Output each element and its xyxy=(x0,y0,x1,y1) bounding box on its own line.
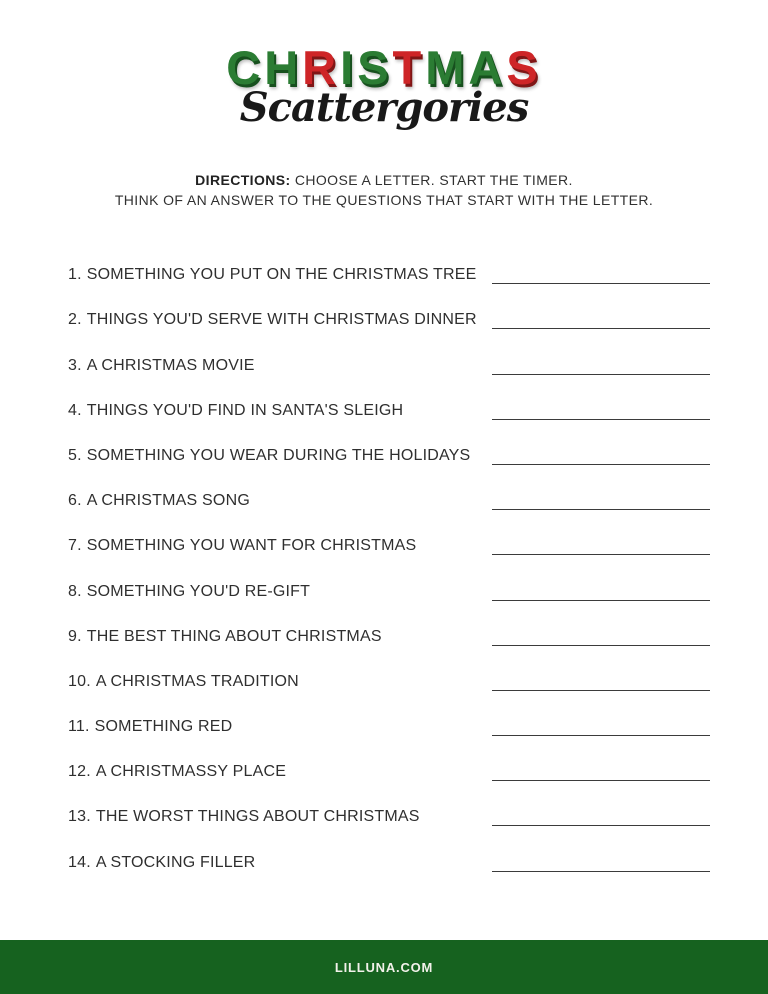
page-subtitle: Scattergories xyxy=(239,84,529,131)
question-row xyxy=(68,567,710,612)
question-label: SOMETHING YOU'D RE-GIFT xyxy=(86,582,311,600)
question-row xyxy=(68,703,710,748)
title-letter: H xyxy=(264,41,303,94)
directions xyxy=(0,170,768,210)
question-text xyxy=(68,673,299,691)
question-label: SOMETHING YOU PUT ON THE CHRISTMAS TREE xyxy=(86,266,477,284)
answer-blank-line xyxy=(492,780,710,781)
question-text xyxy=(68,357,255,375)
question-number: 4. xyxy=(68,401,82,419)
footer-bar xyxy=(0,940,768,994)
question-list xyxy=(68,251,710,884)
title-letter: S xyxy=(357,41,393,94)
question-text xyxy=(68,808,420,826)
question-row xyxy=(68,251,710,296)
answer-blank-line xyxy=(492,871,710,872)
answer-blank-line xyxy=(492,735,710,736)
directions-line2: THINK OF AN ANSWER TO THE QUESTIONS THAT START WITH THE LETTER. xyxy=(114,192,654,208)
question-label: THE WORST THINGS ABOUT CHRISTMAS xyxy=(95,808,420,826)
question-row xyxy=(68,793,710,838)
answer-blank-line xyxy=(492,690,710,691)
answer-blank-line xyxy=(492,645,710,646)
question-label: SOMETHING YOU WEAR DURING THE HOLIDAYS xyxy=(86,446,471,464)
question-label: THE BEST THING ABOUT CHRISTMAS xyxy=(86,627,382,645)
answer-blank-line xyxy=(492,509,710,510)
question-row xyxy=(68,748,710,793)
question-row xyxy=(68,387,710,432)
question-label: THINGS YOU'D FIND IN SANTA'S SLEIGH xyxy=(86,401,404,419)
question-text xyxy=(68,763,286,781)
question-text xyxy=(68,537,416,555)
question-number: 8. xyxy=(68,582,82,600)
question-number: 12. xyxy=(68,763,91,781)
question-row xyxy=(68,432,710,477)
question-text xyxy=(68,583,310,601)
answer-blank-line xyxy=(492,600,710,601)
question-row xyxy=(68,838,710,883)
question-label: A STOCKING FILLER xyxy=(95,853,256,871)
question-label: SOMETHING RED xyxy=(94,718,233,736)
title-letter: C xyxy=(226,41,265,94)
answer-blank-line xyxy=(492,283,710,284)
question-number: 14. xyxy=(68,853,91,871)
question-row xyxy=(68,296,710,341)
footer-site-text: LILLUNA.COM xyxy=(334,959,434,975)
question-row xyxy=(68,658,710,703)
question-number: 13. xyxy=(68,808,91,826)
question-label: A CHRISTMAS TRADITION xyxy=(95,672,299,690)
directions-label: DIRECTIONS: xyxy=(195,172,291,188)
question-number: 3. xyxy=(68,356,82,374)
question-number: 9. xyxy=(68,627,82,645)
question-row xyxy=(68,522,710,567)
question-label: A CHRISTMAS SONG xyxy=(86,492,250,510)
question-row xyxy=(68,477,710,522)
title-letter: M xyxy=(425,41,469,94)
title-letter: S xyxy=(506,41,542,94)
answer-blank-line xyxy=(492,825,710,826)
question-text xyxy=(68,492,250,510)
answer-blank-line xyxy=(492,419,710,420)
directions-line1-text: CHOOSE A LETTER. START THE TIMER. xyxy=(294,172,573,188)
question-row xyxy=(68,613,710,658)
title-letter: I xyxy=(340,41,358,94)
question-label: THINGS YOU'D SERVE WITH CHRISTMAS DINNER xyxy=(86,311,477,329)
question-label: A CHRISTMAS MOVIE xyxy=(86,356,255,374)
question-label: SOMETHING YOU WANT FOR CHRISTMAS xyxy=(86,537,417,555)
question-text xyxy=(68,402,403,420)
question-number: 2. xyxy=(68,311,82,329)
question-label: A CHRISTMASSY PLACE xyxy=(95,763,287,781)
answer-blank-line xyxy=(492,464,710,465)
title-letter: R xyxy=(302,41,341,94)
question-number: 10. xyxy=(68,672,91,690)
question-text xyxy=(68,266,477,284)
question-number: 11. xyxy=(68,718,90,736)
question-row xyxy=(68,341,710,386)
question-number: 5. xyxy=(68,446,82,464)
question-text xyxy=(68,854,255,872)
title-letter: T xyxy=(392,41,426,94)
title-letter: A xyxy=(468,41,507,94)
answer-blank-line xyxy=(492,374,710,375)
question-number: 1. xyxy=(68,266,82,284)
question-number: 6. xyxy=(68,492,82,510)
directions-line1 xyxy=(0,170,768,190)
question-number: 7. xyxy=(68,537,82,555)
answer-blank-line xyxy=(492,554,710,555)
question-text xyxy=(68,311,477,329)
question-text xyxy=(68,628,382,646)
answer-blank-line xyxy=(492,328,710,329)
question-text xyxy=(68,718,232,736)
question-text xyxy=(68,447,470,465)
